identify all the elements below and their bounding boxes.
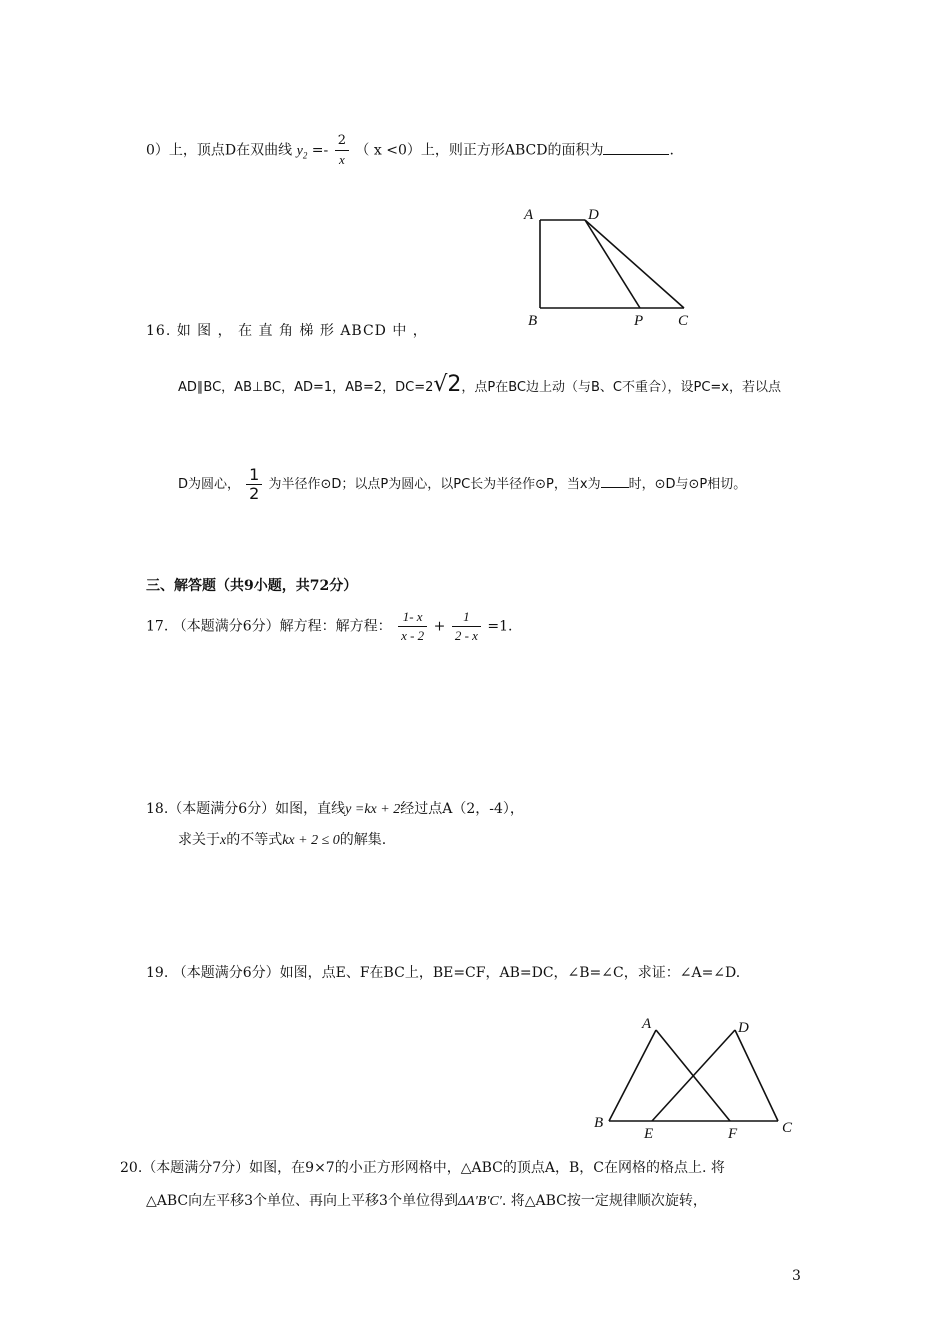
q16-line2-a: AD∥BC，AB⊥BC，AD=1，AB=2，DC=2 [178,380,434,395]
q17-plus: + [433,618,446,635]
q20-triangle: ΔA′B′C′ [457,1194,502,1209]
q17-line [146,608,512,645]
q17-f1-num: 1- x [398,608,427,627]
q16-line1: 16. 如 图 ， 在 直 角 梯 形 ABCD 中 ， [146,323,428,339]
triangles-figure [590,1010,805,1145]
fig19-label-c: C [782,1120,793,1136]
q18-line2-b: 的不等式 [226,832,283,848]
q18-inequality: kx + 2 ≤ 0 [282,833,340,848]
q15-fraction [335,132,349,169]
q18-equation: y =kx + 2 [345,802,401,817]
q16-line3 [178,466,746,503]
q16-frac-den: 2 [249,484,260,503]
q16-line2 [178,372,781,397]
section-heading: 三、解答题（共9小题，共72分） [146,578,358,594]
q19-line: 19. （本题满分6分）如图，点E、F在BC上，BE=CF，AB=DC，∠B=∠C，求证：∠A=∠D. [146,965,741,981]
figure-edge-ed [652,1030,735,1121]
trapezoid-segment-dp [585,220,640,308]
label-c: C [678,313,689,329]
q15-frac-den: x [338,152,345,167]
q15-answer-blank[interactable] [603,154,669,155]
fig19-label-a: A [642,1016,652,1032]
q16-line3-c: 时，⊙D与⊙P相切。 [628,477,747,492]
label-p: P [634,313,644,329]
q17-fraction-2 [452,608,481,645]
q20-line1: 20.（本题满分7分）如图，在9×7的小正方形网格中，△ABC的顶点A，B，C在网格的格点上. 将 [120,1160,725,1176]
q16-line3-b: 为半径作⊙D；以点P为圆心，以PC长为半径作⊙P，当x为 [268,477,601,492]
q17-f2-den: 2 - x [454,628,478,643]
q15-y2: y [296,143,303,159]
q18-line2 [178,829,386,849]
label-a: A [524,207,534,223]
q16-line2-b: ，点P在BC边上动（与B、C不重合），设PC=x，若以点 [461,380,781,395]
q18-x: x [220,833,227,848]
q18-line1-a: 18.（本题满分6分）如图，直线 [146,801,346,817]
fig19-label-e: E [644,1126,654,1142]
label-d: D [588,207,599,223]
q15-condition: （ x <0）上，则正方形ABCD的面积为 [355,142,604,159]
q16-line3-a: D为圆心， [178,477,241,492]
q16-fraction [246,466,262,503]
figure-edge-dc [735,1030,778,1121]
q15-frac-num: 2 [335,132,349,151]
q20-line2 [146,1190,707,1210]
q17-f2-num: 1 [452,608,481,627]
q16-sqrt: √2 [433,372,462,397]
q15-line [146,132,674,169]
label-b: B [528,313,538,329]
q18-line2-a: 求关于 [178,832,220,848]
trapezoid-edge-dc [585,220,684,308]
fig19-label-d: D [738,1020,749,1036]
q17-fraction-1 [398,608,427,645]
fig19-label-f: F [728,1126,738,1142]
q15-end: . [669,142,674,159]
q17-prefix: 17. （本题满分6分）解方程：解方程： [146,618,392,635]
q15-y2-sub: 2 [302,150,308,161]
q20-line2-a: △ABC向左平移3个单位、再向上平移3个单位得到 [146,1193,458,1209]
q15-prefix: 0）上，顶点D在双曲线 [146,142,293,159]
q18-line1-b: 经过点A（2，-4）， [400,801,524,817]
trapezoid-figure [518,200,698,335]
fig19-label-b: B [594,1115,604,1131]
q17-tail: =1. [487,618,513,635]
figure-edge-ab [609,1030,656,1121]
q18-line2-c: 的解集. [339,832,387,848]
q17-f1-den: x - 2 [401,628,425,643]
page-number: 3 [792,1268,801,1284]
q15-eq: =- [311,142,329,159]
q16-answer-blank[interactable] [601,487,629,488]
q16-frac-num: 1 [246,466,262,485]
q18-line1 [146,798,524,818]
q20-line2-b: . 将△ABC按一定规律顺次旋转， [501,1193,707,1209]
